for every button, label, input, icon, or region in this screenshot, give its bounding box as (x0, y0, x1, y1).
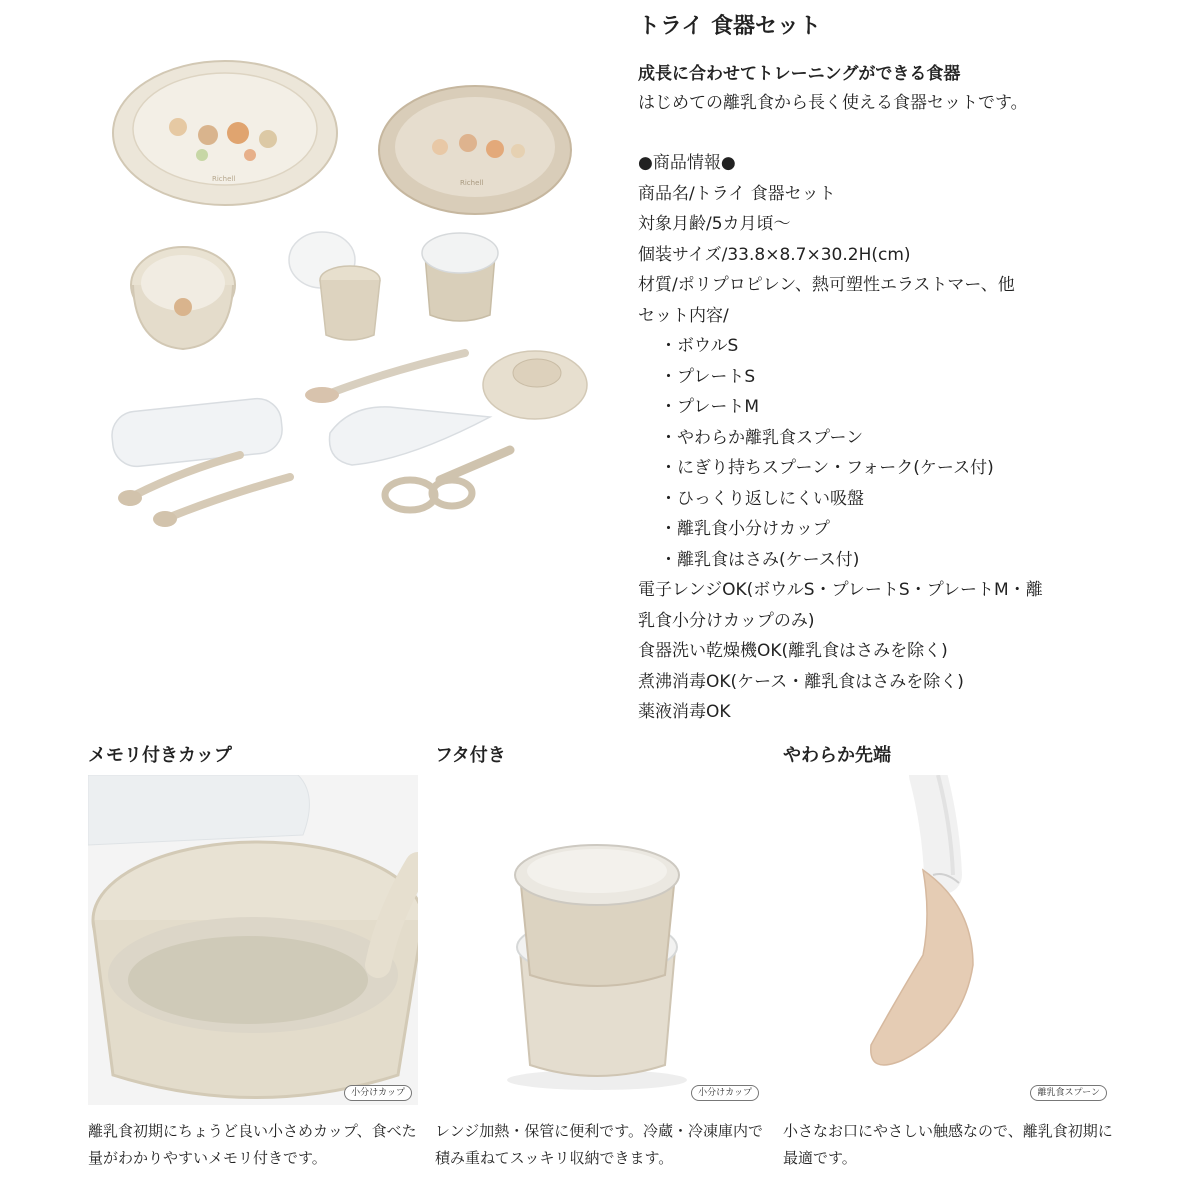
plate-s-image (379, 86, 571, 214)
scissors-image (329, 407, 510, 510)
svg-text:Richell: Richell (212, 175, 236, 183)
feature-description: 小さなお口にやさしい触感なので、離乳食初期に最適です。 (783, 1122, 1113, 1167)
info-material: 材質/ポリプロピレン、熱可塑性エラストマー、他 (638, 275, 1015, 295)
spacer (638, 118, 1158, 148)
feature-title: やわらか先端 (783, 745, 891, 766)
info-microwave-line1: 電子レンジOK(ボウルS・プレートS・プレートM・離 (638, 580, 1043, 600)
feature-title: メモリ付きカップ (88, 745, 232, 766)
product-catchphrase: 成長に合わせてトレーニングができる食器 (638, 64, 961, 84)
soft-spoon-image (305, 353, 465, 403)
contents-item: ・プレートS (660, 366, 756, 387)
item-tag: 小分けカップ (344, 1085, 412, 1101)
product-set-image (90, 55, 610, 535)
product-info-panel (638, 10, 1158, 728)
measuring-cup-photo (88, 775, 418, 1105)
plate-m-image (113, 61, 337, 205)
item-tag: 小分けカップ (691, 1085, 759, 1101)
info-header: ●商品情報● (638, 153, 736, 173)
lidded-cup-image (422, 233, 498, 321)
feature-description: 離乳食初期にちょうど良い小さめカップ、食べた量がわかりやすいメモリ付きです。 (88, 1122, 417, 1167)
info-age: 対象月齢/5カ月頃～ (638, 214, 791, 234)
info-boiling: 煮沸消毒OK(ケース・離乳食はさみを除く) (638, 671, 964, 692)
item-tag: 離乳食スプーン (1030, 1085, 1107, 1101)
soft-spoon-photo (783, 775, 1113, 1105)
fork-spoon-case-image (110, 396, 290, 527)
feature-soft-tip (783, 740, 1113, 1172)
info-size: 個装サイズ/33.8×8.7×30.2H(cm) (638, 244, 911, 265)
lidded-cups-photo (435, 775, 765, 1105)
feature-measuring-cup (88, 740, 418, 1172)
contents-item: ・ボウルS (660, 336, 739, 356)
info-name: 商品名/トライ 食器セット (638, 183, 836, 204)
feature-description: レンジ加熱・保管に便利です。冷蔵・冷凍庫内で積み重ねてスッキリ収納できます。 (435, 1122, 764, 1167)
info-dishwasher: 食器洗い乾燥機OK(離乳食はさみを除く) (638, 641, 948, 661)
feature-title: フタ付き (435, 745, 506, 766)
cup-image (320, 266, 380, 340)
contents-item: ・プレートM (660, 397, 759, 417)
contents-item: ・ひっくり返しにくい吸盤 (660, 488, 864, 509)
contents-item: ・にぎり持ちスプーン・フォーク(ケース付) (660, 458, 994, 478)
bowl-s-image (131, 247, 235, 349)
contents-item: ・離乳食はさみ(ケース付) (660, 549, 860, 570)
contents-item: ・離乳食小分けカップ (660, 519, 830, 539)
info-contents-label: セット内容/ (638, 305, 729, 326)
suction-base-image (483, 351, 587, 419)
contents-item: ・やわらか離乳食スプーン (660, 427, 864, 448)
product-lead: はじめての離乳食から長く使える食器セットです。 (638, 93, 1028, 113)
svg-text:Richell: Richell (460, 179, 484, 187)
product-title: トライ 食器セット (638, 14, 821, 39)
info-microwave-line2: 乳食小分けカップのみ) (638, 610, 815, 631)
feature-lid (435, 740, 765, 1172)
info-chemical: 薬液消毒OK (638, 702, 731, 722)
